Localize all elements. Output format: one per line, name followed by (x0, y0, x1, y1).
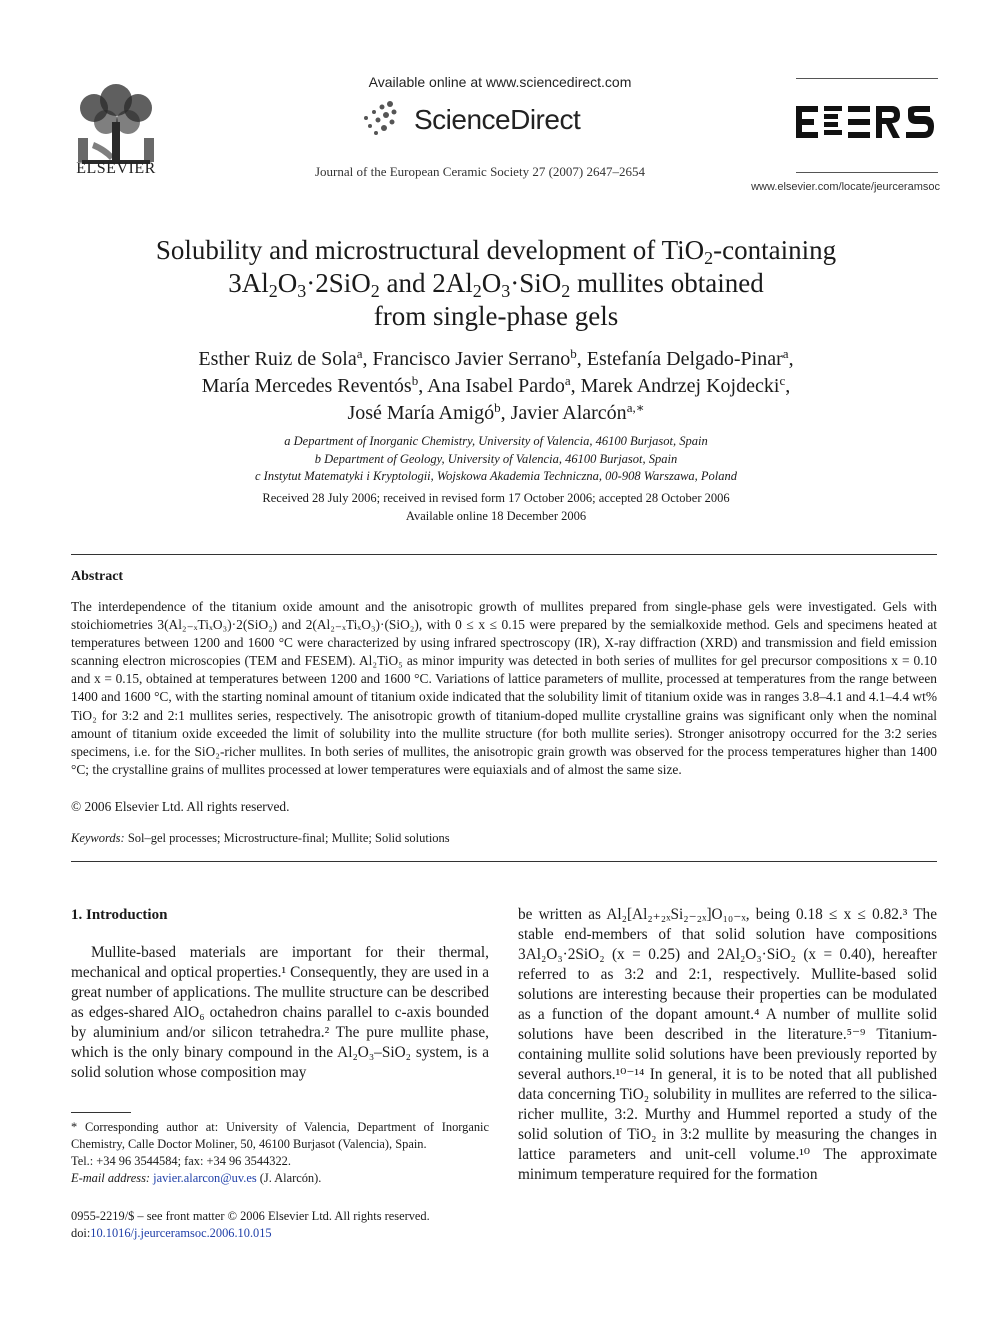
affiliation-b: b Department of Geology, University of Valencia, 46100 Burjasot, Spain (314, 451, 678, 466)
authors-line-1: Esther Ruiz de Sola$^a$, Francisco Javier Serrano$^b$, Estefanía Delgado-Pinar$^a$, (198, 346, 794, 370)
received-dates: Received 28 July 2006; received in revised form 17 October 2006; accepted 28 October 2006 (262, 491, 730, 505)
abstract-rule-bottom (71, 861, 937, 862)
body-column-right (518, 905, 937, 1185)
email-link[interactable]: javier.alarcon@uv.es (153, 1171, 257, 1185)
sciencedirect-wordmark: ScienceDirect (414, 104, 581, 135)
ecers-logo-icon (796, 102, 938, 142)
article-title (100, 234, 892, 333)
phone-fax: Tel.: +34 96 3544584; fax: +34 96 3544322. (71, 1154, 291, 1168)
keywords (71, 831, 450, 846)
elsevier-wordmark: ELSEVIER (76, 160, 156, 177)
abstract-heading: Abstract (71, 569, 124, 584)
intro-paragraph-right: be written as Al₂[Al₂₊₂ₓSi₂₋₂ₓ]O₁₀₋ₓ, being 0.18 ≤ x ≤ 0.82.³ The stable end-members of that solid solution have compositions 3Al₂O₃·2SiO₂ (x = 0.25) and 2Al₂O₃·SiO₂ (x = 0.40), hereafter referred to as 3:2 and 2:1, respectively. Mullite-based solid solutions are interesting because their properties can be modulated as a function of the dopant amount.⁴ A number of mullite solid solutions have been described in the literature.⁵⁻⁹ Titanium-containing mullite solid solutions have been previously reported by several authors.¹⁰⁻¹⁴ In general, it is to be noted that all published data concerning TiO₂ solubility in mullites are referred to the silica-richer mullite, 3:2. Murthy and Hummel reported a study of the solid solution of TiO₂ in 3:2 mullite by measuring the changes in lattice parameters and unit-cell volume.¹⁰ The approximate minimum temperature required for the formation (518, 906, 937, 1183)
abstract-rule-top (71, 554, 937, 555)
corresponding-author-text: * Corresponding author at: University of Valencia, Department of Inorganic Chemistry, Calle Doctor Moliner, 50, 46100 Burjasot (Valencia), Spain. (71, 1120, 489, 1151)
authors-line-3: José María Amigó$^b$, Javier Alarcón$^{a,∗}$ (347, 400, 645, 424)
title-line-1: Solubility and microstructural development of TiO$_2$-containing (155, 235, 837, 268)
affiliations (120, 433, 872, 486)
title-line-2: $3Al_2O_3\cdot 2SiO_2$ and $2Al_2O_3\cdot SiO_2$ mullites obtained (228, 268, 764, 301)
doi-line (71, 1225, 489, 1242)
email-label: E-mail address: (71, 1171, 151, 1185)
intro-paragraph-left: Mullite-based materials are important for their thermal, mechanical and optical properties.¹ Consequently, they are used in a great number of applications. The mullite structure can be described as edges-shared AlO₆ octahedron chains parallel to c-axis bounded by aluminium and/or silicon tetrahedra.² The pure mullite phase, which is the only binary compound in the Al₂O₃–SiO₂ system, is a solid solution whose composition may (71, 944, 489, 1081)
header-rule-top (796, 78, 938, 79)
journal-citation: Journal of the European Ceramic Society 27 (2007) 2647–2654 (315, 164, 645, 179)
journal-url-link[interactable]: www.elsevier.com/locate/jeurceramsoc (751, 181, 940, 193)
email-suffix: (J. Alarcón). (256, 1171, 322, 1185)
affiliation-c: c Instytut Matematyki i Kryptologii, Wojskowa Akademia Techniczna, 00-908 Warszawa, Poland (254, 469, 738, 483)
corresponding-author-footnote (71, 1119, 489, 1187)
issn-block (71, 1208, 489, 1242)
sciencedirect-dots-icon (360, 98, 400, 138)
issn-line: 0955-2219/$ – see front matter © 2006 Elsevier Ltd. All rights reserved. (71, 1209, 430, 1223)
available-date: Available online 18 December 2006 (405, 509, 587, 523)
abstract-text: The interdependence of the titanium oxide amount and the anisotropic growth of mullites prepared from single-phase gels were investigated. Gels with stoichiometries 3(Al₂₋ₓTiₓO₃)·2(SiO₂) and 2(Al₂₋ₓTiₓO₃)·(SiO₂), with 0 ≤ x ≤ 0.15 were prepared by the semialkoxide method. Gels and specimens heated at temperatures between 1200 and 1600 °C were characterized by using infrared spectroscopy (IR), X-ray diffraction (XRD) and transmission and field emission scanning electron microscopies (TEM and FESEM). Al₂TiO₅ as minor impurity was detected in both series of mullites for gel precursor compositions x = 0.10 and x = 0.15, obtained at temperatures between 1200 and 1600 °C. Variations of lattice parameters of mullite, processed at temperatures from the range between 1400 and 1600 °C, with the starting nominal amount of titanium oxide indicated that the solubility limit of titanium oxide was in ranges 3.8–4.1 and 4.1–4.4 wt% TiO₂ for 3:2 and 2:1 mullites series, respectively. The anisotropic growth of titanium-doped mullite crystalline grains was significant only when the nominal amount of titanium oxide exceeded the limit of solubility into the mullite structure (for both mullite series). Stronger anisotropy occurred for the 3:2 series specimens, i.e. for the SiO₂-richer mullites. In both series of mullites, the anisotropic grain growth was observed for the process temperatures higher than 1400 °C; the crystalline grains of mullites processed at lower temperatures were equiaxials and of almost the same size. (71, 599, 937, 777)
doi-link[interactable]: 10.1016/j.jeurceramsoc.2006.10.015 (90, 1226, 272, 1240)
section-heading-introduction: 1. Introduction (71, 907, 168, 923)
available-online-text[interactable]: Available online at www.sciencedirect.com (368, 74, 632, 90)
authors-line-2: María Mercedes Reventós$^b$, Ana Isabel Pardo$^a$, Marek Andrzej Kojdecki$^c$, (201, 373, 791, 397)
author-list (120, 346, 872, 427)
article-dates (120, 489, 872, 525)
keywords-list: Sol–gel processes; Microstructure-final; Mullite; Solid solutions (127, 831, 450, 845)
header-rule-bottom (796, 172, 938, 173)
body-column-left (71, 905, 489, 1083)
keywords-label: Keywords: (71, 831, 125, 845)
doi-label: doi: (71, 1226, 91, 1240)
footnote-rule (71, 1112, 131, 1113)
affiliation-a: a Department of Inorganic Chemistry, University of Valencia, 46100 Burjasot, Spain (284, 434, 708, 448)
title-line-3: from single-phase gels (373, 301, 619, 331)
abstract-copyright: © 2006 Elsevier Ltd. All rights reserved. (71, 799, 290, 814)
email-line (71, 1170, 489, 1187)
